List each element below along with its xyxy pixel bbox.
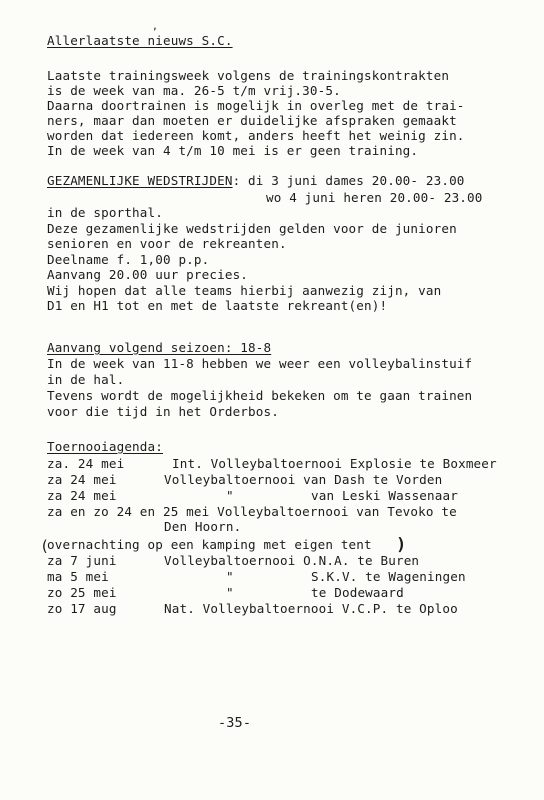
matches-line: senioren en voor de rekreanten. <box>47 236 287 251</box>
intro-line: Laatste trainingsweek volgens de trainingskontrakten <box>47 68 450 83</box>
agenda-date: za 7 juni <box>47 553 117 568</box>
agenda-event: Volleybaltoernooi van Dash te Vorden <box>164 472 443 487</box>
intro-line: is de week van ma. 26-5 t/m vrij.30-5. <box>47 83 341 98</box>
agenda-date: za. 24 mei <box>47 456 125 471</box>
season-line: voor die tijd in het Orderbos. <box>47 404 279 419</box>
agenda-date: za 24 mei <box>47 488 117 503</box>
agenda-event: " S.K.V. te Wageningen <box>226 569 466 584</box>
intro-line: Daarna doortrainen is mogelijk in overleg met de trai- <box>47 98 465 113</box>
intro-line: ners, maar dan moeten er duidelijke afspraken gemaakt <box>47 113 457 128</box>
agenda-date: zo 17 aug <box>47 601 117 616</box>
agenda-event: Volleybaltoernooi O.N.A. te Buren <box>164 553 420 568</box>
season-line: in de hal. <box>47 372 125 387</box>
matches-line: Wij hopen dat alle teams hierbij aanwezig zijn, van <box>47 283 442 298</box>
matches-line: in de sporthal. <box>47 205 163 220</box>
agenda-event: Int. Volleybaltoernooi Explosie te Boxmeer <box>172 456 497 471</box>
agenda-date: za 24 mei <box>47 472 117 487</box>
matches-dames-time: : di 3 juni dames 20.00- 23.00 <box>232 173 465 188</box>
season-line: Tevens wordt de mogelijkheid bekeken om te gaan trainen <box>47 388 473 403</box>
open-parenthesis: ( <box>40 537 50 555</box>
agenda-event: " van Leski Wassenaar <box>226 488 458 503</box>
agenda-date: zo 25 mei <box>47 585 117 600</box>
agenda-event: za en zo 24 en 25 mei Volleybaltoernooi van Tevoko te <box>47 504 457 519</box>
matches-heren-time: wo 4 juni heren 20.00- 23.00 <box>266 190 483 205</box>
season-title: Aanvang volgend seizoen: 18-8 <box>47 340 272 355</box>
page-heading: Allerlaatste nieuws S.C. <box>47 33 233 48</box>
agenda-event: Nat. Volleybaltoernooi V.C.P. te Oploo <box>164 601 458 616</box>
agenda-note: overnachting op een kamping met eigen tent <box>47 537 372 552</box>
season-line: In de week van 11-8 hebben we weer een volleybalinstuif <box>47 356 473 371</box>
agenda-date: ma 5 mei <box>47 569 109 584</box>
agenda-event: Den Hoorn. <box>164 519 242 534</box>
page-number: -35- <box>218 715 252 731</box>
matches-title: GEZAMENLIJKE WEDSTRIJDEN <box>47 173 233 188</box>
ink-dot: , <box>152 21 159 32</box>
matches-line: Aanvang 20.00 uur precies. <box>47 267 249 282</box>
close-parenthesis: ) <box>396 535 407 555</box>
matches-line: Deelname f. 1,00 p.p. <box>47 252 210 267</box>
matches-first-line <box>47 174 465 188</box>
matches-line: Deze gezamenlijke wedstrijden gelden voor de junioren <box>47 221 457 236</box>
intro-line: In de week van 4 t/m 10 mei is er geen training. <box>47 143 419 158</box>
matches-line: D1 en H1 tot en met de laatste rekreant(en)! <box>47 298 388 313</box>
intro-line: worden dat iedereen komt, anders heeft het weinig zin. <box>47 128 465 143</box>
agenda-title: Toernooiagenda: <box>47 439 163 454</box>
agenda-event: " te Dodewaard <box>226 585 404 600</box>
